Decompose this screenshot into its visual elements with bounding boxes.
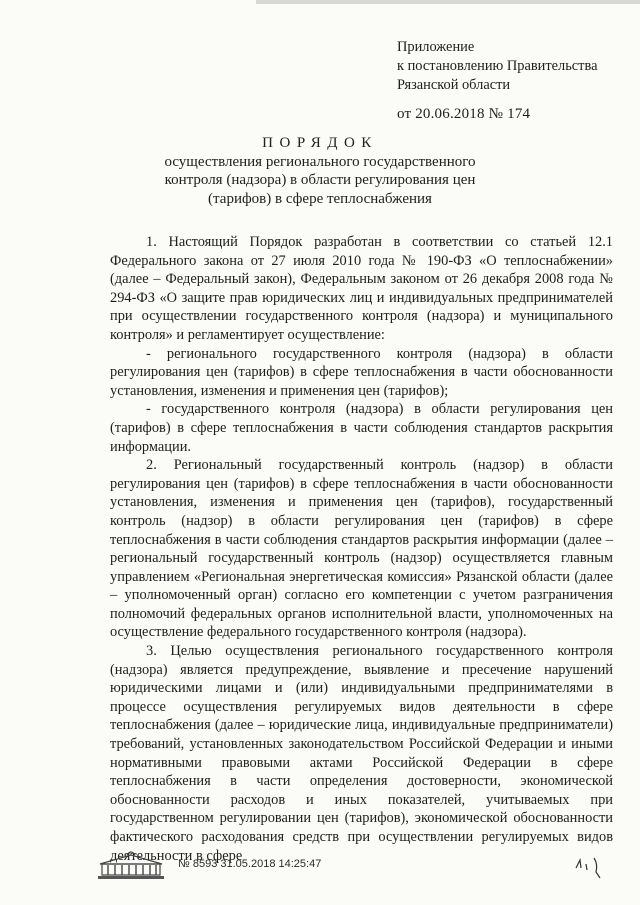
- approval-date: от 20.06.2018 № 174: [397, 106, 531, 122]
- title-line-2: контроля (надзора) в области регулирования цен: [164, 172, 476, 188]
- approval-line-2: к постановлению Правительства: [397, 58, 598, 74]
- paragraph-3: 3. Целью осуществления регионального государственного контроля (надзора) является предупреждение, выявление и пресечение нарушений юридическими лицами и (или) индивидуальными предпринимателями в процессе осуществления регулируемых видов деятельности в сфере теплоснабжения (далее – юридические лица, индивидуальные предприниматели) требований, установленных законодательством Российской Федерации и иными нормативными правовыми актами Российской Федерации в сфере теплоснабжения в части определения достоверности, экономической обоснованности расходов и иных показателей, учитываемых при государственном регулировании цен (тарифов), экономической обоснованности фактического расходования средств при осуществлении регулируемых видов деятельности в сфере: [110, 643, 613, 864]
- paragraph-1-item-2: - государственного контроля (надзора) в области регулирования цен (тарифов) в сфере теплоснабжения в части соблюдения стандартов раскрытия информации.: [110, 401, 613, 455]
- paragraph-1-item-1: - регионального государственного контроля (надзора) в области регулирования цен (тарифов) в сфере теплоснабжения в части обоснованности установления, изменения и применения цен (тарифов);: [110, 345, 613, 399]
- file-registration-number: № 8593 31.05.2018 14:25:47: [178, 858, 322, 870]
- page-footer: [96, 844, 626, 884]
- document-title: [0, 134, 640, 208]
- approval-line-3: Рязанской области: [397, 77, 511, 93]
- handwritten-mark-icon: [572, 854, 608, 880]
- paragraph-1: 1. Настоящий Порядок разработан в соответствии со статьей 12.1 Федерального закона от 27 июля 2010 года № 190-ФЗ «О теплоснабжении» (далее – Федеральный закон), Федеральным законом от 26 декабря 2008 года № 294-ФЗ «О защите прав юридических лиц и индивидуальных предпринимателей при осуществлении государственного контроля (надзора) и муниципального контроля» и регламентирует осуществление:: [110, 234, 613, 343]
- scan-edge: [0, 0, 640, 4]
- document-body: [110, 233, 613, 865]
- title-word: ПОРЯДОК: [262, 135, 378, 151]
- approval-line-1: Приложение: [397, 39, 475, 55]
- paragraph-2: 2. Региональный государственный контроль (надзор) в области регулирования цен (тарифов) в сфере теплоснабжения в части обоснованности установления, изменения и применения цен (тарифов), государственный контроль (надзор) в области регулирования цен (тарифов) в сфере теплоснабжения в части соблюдения стандартов раскрытия информации (далее – региональный государственный контроль (надзор) осуществляется главным управлением «Региональная энергетическая комиссия» Рязанской области (далее – уполномоченный орган) согласно его компетенции с учетом разграничения полномочий федеральных органов исполнительной власти, уполномоченных на осуществление федерального государственного контроля (надзора).: [110, 457, 613, 641]
- government-building-icon: [96, 850, 166, 880]
- approval-block: [397, 38, 597, 124]
- title-line-3: (тарифов) в сфере теплоснабжения: [208, 190, 432, 207]
- title-line-1: осуществления регионального государственного: [164, 153, 476, 170]
